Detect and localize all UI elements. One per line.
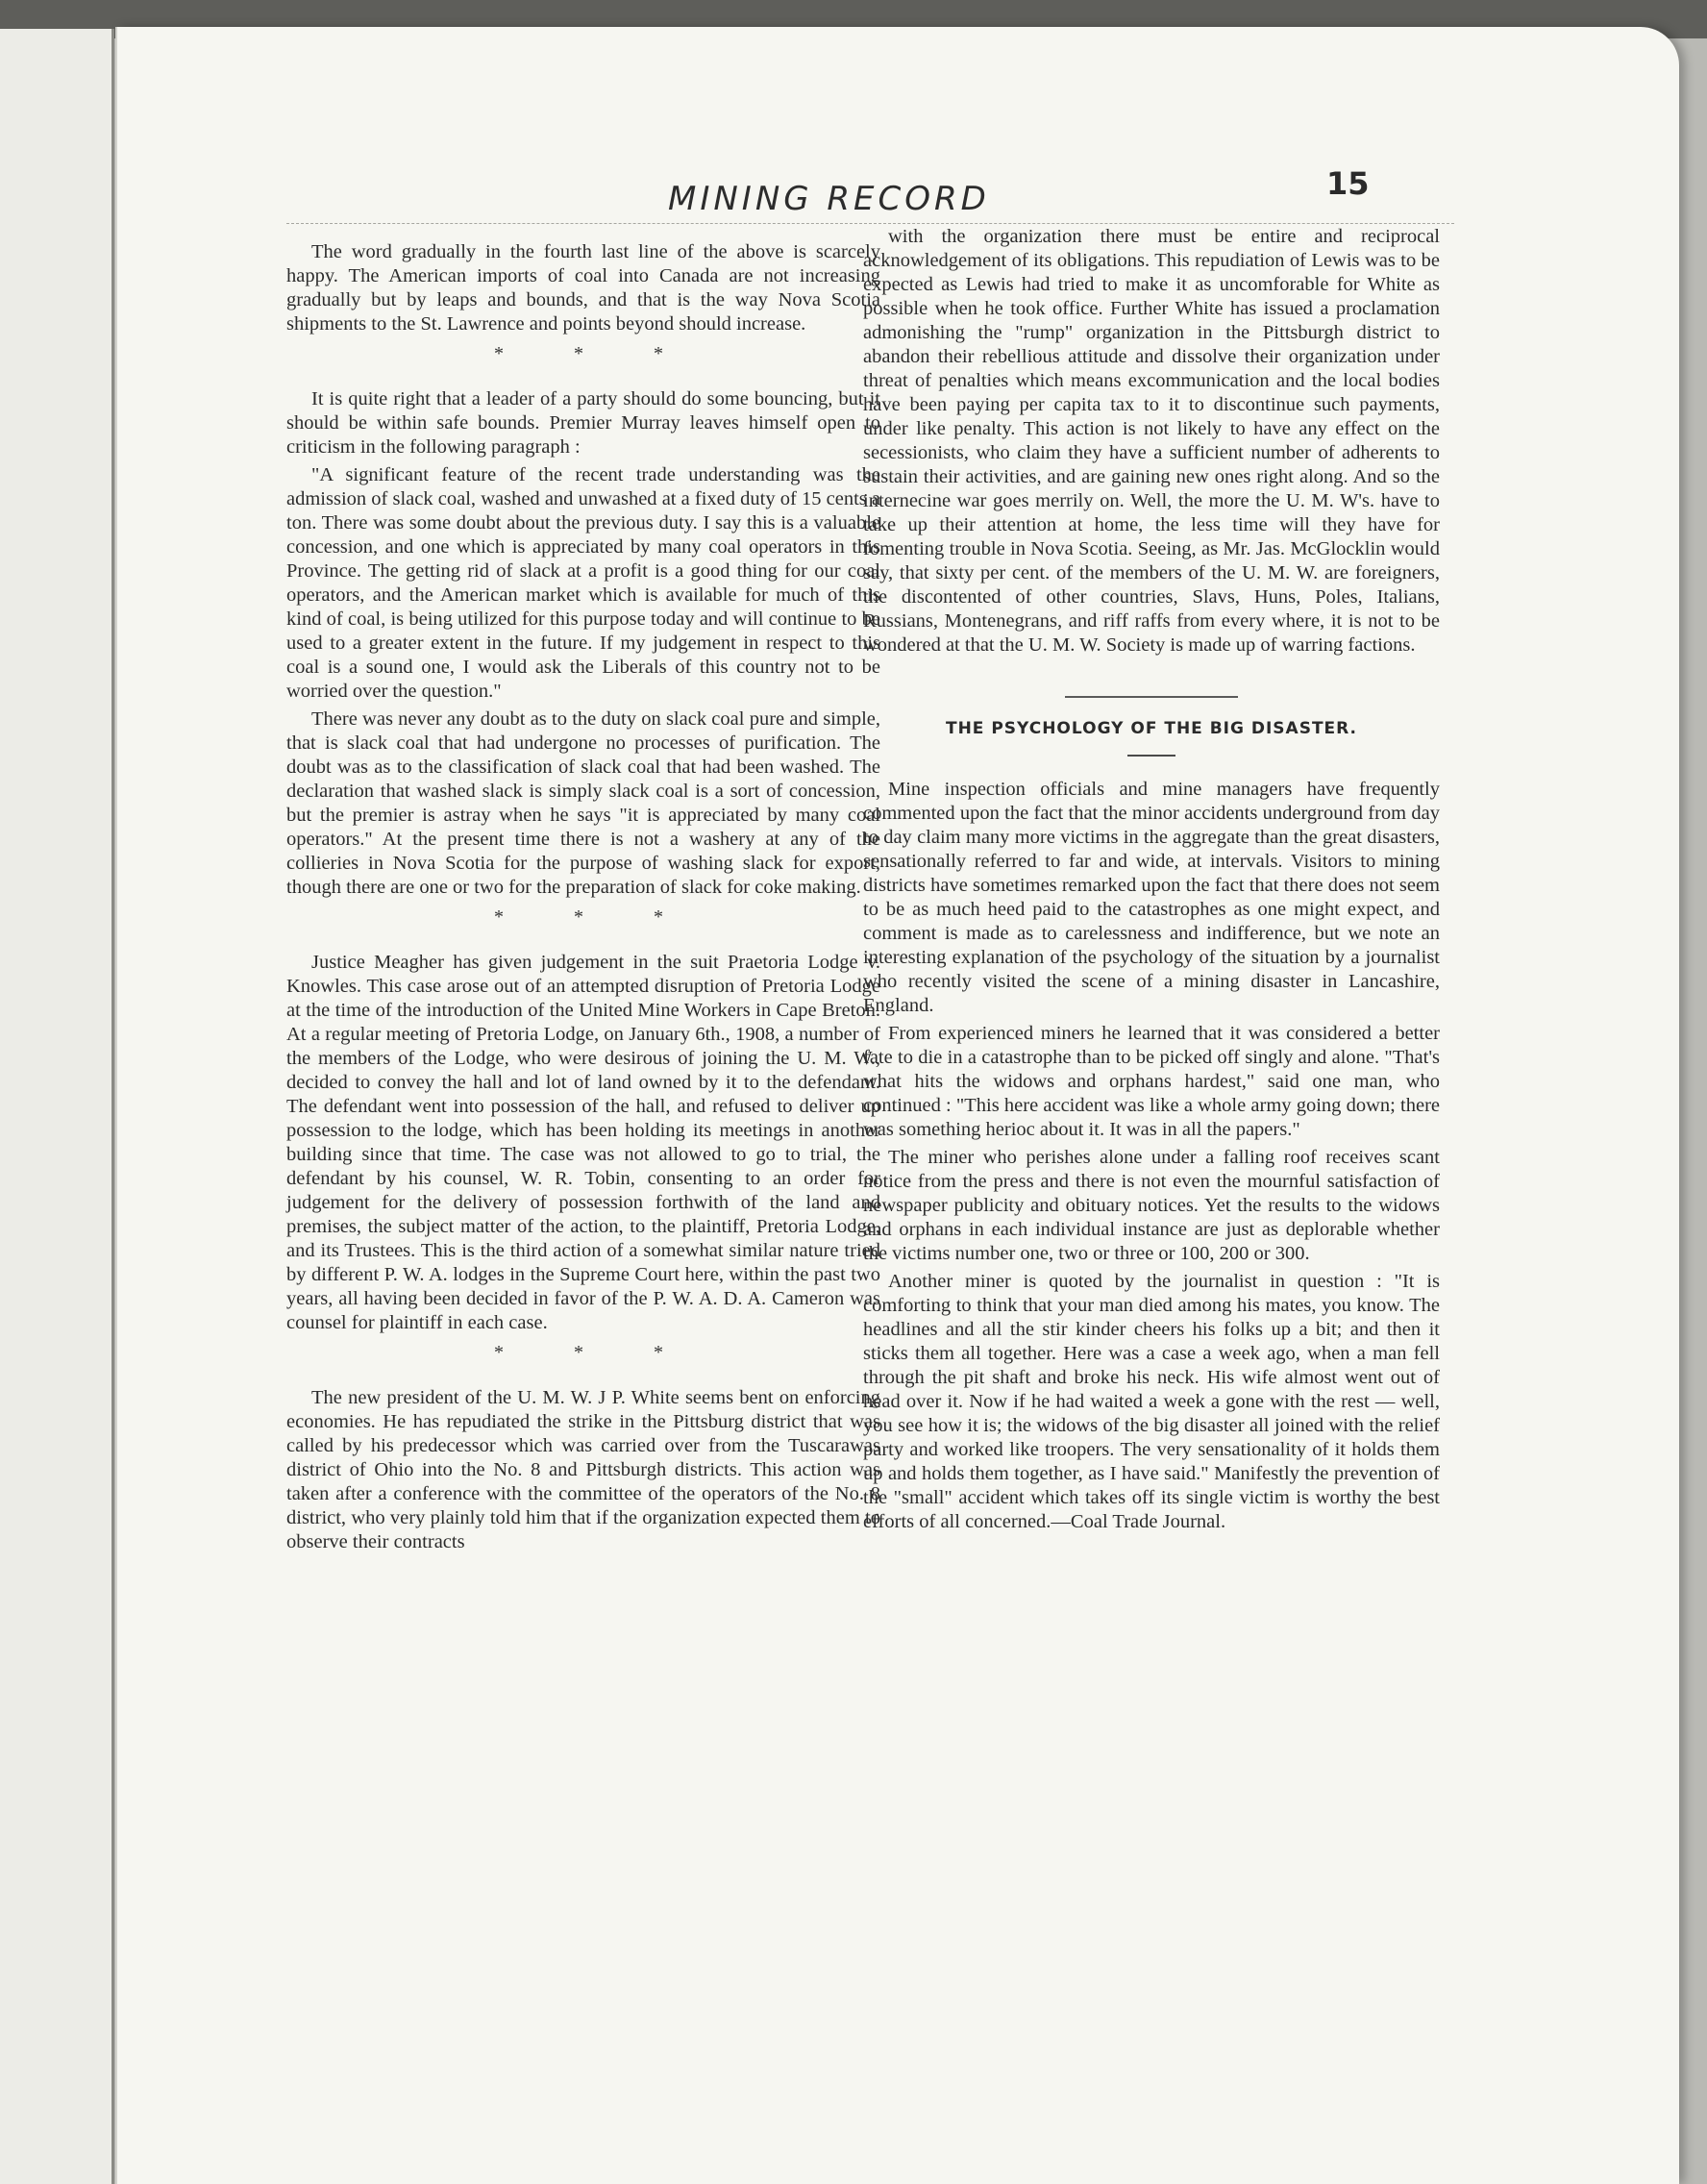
- paragraph-umw-continued: with the organization there must be entire and reciprocal acknowledgement of its obligations. This repudiation of Lewis was to be expected as Lewis had tried to make it as uncomforable for White as possible when he took office. Further White has issued a proclamation admonishing the "rump" organization in the Pittsburgh district to abandon their rebellious attitude and dissolve their organization under threat of penalties which means excommunication and the local bodies have been paying per capita tax to it to discontinue such payments, under like penalty. This action is not likely to have any effect on the secessionists, who claim they have a sufficient number of adherents to sustain their activities, and are gaining new ones right along. And so the internecine war goes merrily on. Well, the more the U. M. W's. have to take up their attention at home, the less time will they have for fomenting trouble in Nova Scotia. Seeing, as Mr. Jas. McGlocklin would say, that sixty per cent. of the members of the U. M. W. are foreigners, the discontented of other countries, Slavs, Huns, Poles, Italians, Russians, Montenegrans, and riff raffs from every where, it is not to be wondered at that the U. M. W. Society is made up of warring factions.: [863, 226, 1440, 656]
- section-separator: * * *: [494, 1342, 696, 1363]
- header-rule: [286, 223, 1454, 224]
- section-separator: * * *: [494, 343, 696, 364]
- paragraph-umw-president: The new president of the U. M. W. J P. White seems bent on enforcing economies. He has repudiated the strike in the Pittsburg district that was called by his predecessor which was carried over from the Tuscarawas district of Ohio into the No. 8 and Pittsburgh districts. This action was taken after a conference with the committee of the operators of the No. 8 district, who very plainly told him that if the organization expected them to observe their contracts: [286, 1387, 880, 1552]
- facing-page-edge: [0, 29, 114, 2184]
- page-number: 15: [1326, 165, 1370, 202]
- paragraph-pretoria-lodge: Justice Meagher has given judgement in the suit Praetoria Lodge v. Knowles. This case arose out of an attempted disruption of Pretoria Lodge at the time of the introduction of the United Mine Workers in Cape Breton. At a regular meeting of Pretoria Lodge, on January 6th., 1908, a number of the members of the Lodge, who were desirous of joining the U. M. W., decided to convey the hall and lot of land owned by it to the defendant. The defendant went into possession of the hall, and refused to deliver up possession to the lodge, which has been holding its meetings in another building since that time. The case was not allowed to go to trial, the defendant by his counsel, W. R. Tobin, consenting to an order for judgement for the delivery of possession forthwith of the land and premises, the subject matter of the action, to the plaintiff, Pretoria Lodge, and its Trustees. This is the third action of a somewhat similar nature tried by different P. W. A. lodges in the Supreme Court here, within the past two years, all having been decided in favor of the P. W. A. D. A. Cameron was counsel for plaintiff in each case.: [286, 952, 880, 1333]
- paragraph-premier-murray: It is quite right that a leader of a party should do some bouncing, but it should be within safe bounds. Premier Murray leaves himself open to criticism in the following paragraph :: [286, 388, 880, 458]
- paragraph-slack-coal-duty: There was never any doubt as to the duty on slack coal pure and simple, that is slack coal that had undergone no processes of purification. The doubt was as to the classification of slack coal that had been washed. The declaration that washed slack is simply slack coal is a sort of concession, but the premier is astray when he says "it is appreciated by many coal operators." At the present time there is not a washery at any of the collieries in Nova Scotia for the purpose of washing slack for export, though there are one or two for the preparation of slack for coke making.: [286, 708, 880, 898]
- paragraph-import-increase: The word gradually in the fourth last line of the above is scarcely happy. The American imports of coal into Canada are not increasing gradually but by leaps and bounds, and that is the way Nova Scotia shipments to the St. Lawrence and points beyond should increase.: [286, 241, 880, 335]
- right-column: [863, 225, 1440, 1538]
- article-title: THE PSYCHOLOGY OF THE BIG DISASTER.: [945, 719, 1358, 738]
- article-divider: [1065, 696, 1238, 698]
- paragraph-experienced-miners: From experienced miners he learned that it was considered a better fate to die in a catastrophe than to be picked off singly and alone. "That's what hits the widows and orphans hardest," said one man, who continued : "This here accident was like a whole army going down; there was something herioc about it. It was in all the papers.": [863, 1023, 1440, 1140]
- paragraph-quotation: "A significant feature of the recent trade understanding was the admission of slack coal, washed and unwashed at a fixed duty of 15 cents a ton. There was some doubt about the previous duty. I say this is a valuable concession, and one which is appreciated by many coal operators in this Province. The getting rid of slack at a profit is a good thing for our coal operators, and the American market which is available for much of this kind of coal, is being utilized for this purpose today and will continue to be used to a greater extent in the future. If my judgement in respect to this coal is a sound one, I would ask the Liberals of this country not to be worried over the question.": [286, 464, 880, 702]
- left-column: [286, 240, 880, 1558]
- section-separator: * * *: [494, 906, 696, 928]
- paragraph-another-miner: Another miner is quoted by the journalist in question : "It is comforting to think that your man died among his mates, you know. The headlines and all the stir kinder cheers his folks up a bit; and then it sticks them all together. Here was a case a week ago, when a man fell through the pit shaft and broke his neck. His wife almost went out of head over it. Now if he had waited a week a gone with the rest — well, you see how it is; the widows of the big disaster all joined with the relief party and worked like troopers. The very sensationality of it holds them up and holds them together, as I have said." Manifestly the prevention of the "small" accident which takes off its single victim is worthy the best efforts of all concerned.—Coal Trade Journal.: [863, 1271, 1440, 1532]
- paragraph-minor-accidents: Mine inspection officials and mine managers have frequently commented upon the fact that the minor accidents underground from day to day claim many more victims in the aggregate than the great disasters, sensationally referred to far and wide, at intervals. Visitors to mining districts have sometimes remarked upon the fact that there does not seem to be as much heed paid to the catastrophes as one might expect, and comment is made as to carelessness and indifference, but we note an interesting explanation of the psychology of the situation by a journalist who recently visited the scene of a mining disaster in Lancashire, England.: [863, 779, 1440, 1016]
- running-header-title: MINING RECORD: [668, 180, 990, 218]
- title-underline: [1127, 755, 1175, 757]
- paragraph-single-victim: The miner who perishes alone under a falling roof receives scant notice from the press and there is not even the mournful satisfaction of newspaper publicity and obituary notices. Yet the results to the widows and orphans in each individual instance are just as deplorable whether the victims number one, two or three or 100, 200 or 300.: [863, 1147, 1440, 1264]
